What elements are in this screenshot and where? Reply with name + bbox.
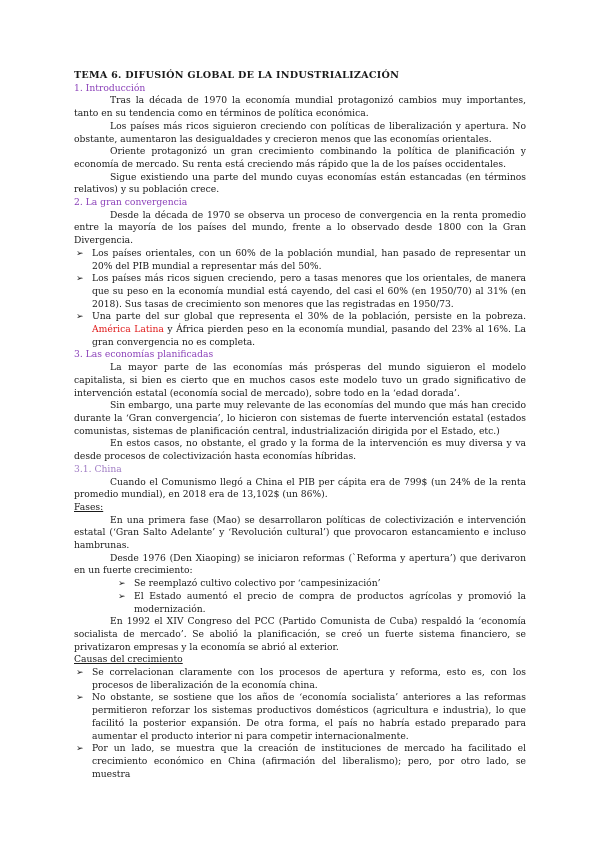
sub-bullet-item — [74, 578, 526, 591]
document-body — [74, 70, 526, 781]
bullet-text: Los países más ricos siguen creciendo, pero a tasas menores que los orientales, de manera que su peso en la economía mundial está cayendo, del casi el 60% (en 1950/70) al 31% (en 2018). Sus tasas de crecimiento son menores que las registradas en 1950/73. — [92, 273, 526, 310]
sub-bullet-item — [74, 591, 526, 616]
bullet-item — [74, 743, 526, 781]
bullet-text: No obstante, se sostiene que los años de ‘economía socialista’ anteriores a las reformas permitieron reforzar los sistemas productivos domésticos (agricultura e industria), lo que facilitó la posterior expansión. De otra forma, el país no habría estado preparado para aumentar el producto interior ni para competir internacionalmente. — [92, 692, 526, 742]
bullet-item — [74, 273, 526, 311]
arrow-bullet-icon: ➢ — [76, 667, 84, 679]
paragraph: Desde la década de 1970 se observa un proceso de convergencia en la renta promedio entre la mayoría de los países del mundo, frente a lo observado desde 1800 con la Gran Divergencia. — [74, 209, 526, 247]
subsection-heading-china: 3.1. China — [74, 463, 122, 475]
bullet-item — [74, 248, 526, 273]
section-heading-introduccion: 1. Introducción — [74, 82, 146, 94]
bullet-item — [74, 692, 526, 743]
arrow-bullet-icon: ➢ — [76, 311, 84, 323]
arrow-bullet-icon: ➢ — [76, 273, 84, 285]
fases-label: Fases: — [74, 501, 104, 513]
arrow-bullet-icon: ➢ — [76, 247, 84, 259]
bullet-text: Los países orientales, con un 60% de la población mundial, han pasado de representar un 20% del PIB mundial a representar más del 50%. — [92, 247, 526, 272]
bullet-text-part: Una parte del sur global que representa el 30% de la población, persiste en la pobreza. — [92, 311, 526, 323]
paragraph: En 1992 el XIV Congreso del PCC (Partido Comunista de Cuba) respaldó la ‘economía socialista de mercado’. Se abolió la planificación, se creó un fuerte sistema financiero, se privatizaron empresas y la economía se abrió al exterior. — [74, 616, 526, 653]
arrow-bullet-icon: ➢ — [76, 692, 84, 704]
paragraph: En una primera fase (Mao) se desarrollaron políticas de colectivización e intervención estatal (‘Gran Salto Adelante’ y ‘Revolución cultural’) que provocaron estancamiento e incluso hambrunas. — [74, 514, 526, 552]
bullet-item — [74, 667, 526, 692]
paragraph: La mayor parte de las economías más prósperas del mundo siguieron el modelo capitalista, si bien es cierto que en muchos casos este modelo tuvo un grado significativo de intervención estatal (economía social de mercado), sobre todo en la ‘edad dorada’. — [74, 362, 526, 399]
arrow-bullet-icon: ➢ — [76, 743, 84, 755]
paragraph: Oriente protagonizó un gran crecimiento combinando la política de planificación y economía de mercado. Su renta está creciendo más rápido que la de los países occidentales. — [74, 146, 526, 170]
paragraph: Tras la década de 1970 la economía mundial protagonizó cambios muy importantes, tanto en su tendencia como en términos de política económica. — [74, 95, 526, 120]
section-heading-gran-convergencia: 2. La gran convergencia — [74, 197, 188, 209]
bullet-text: Se reemplazó cultivo colectivo por ‘campesinización’ — [134, 578, 381, 590]
paragraph: En estos casos, no obstante, el grado y la forma de la intervención es muy diversa y va desde procesos de colectivización hasta economías híbridas. — [74, 438, 526, 463]
section-heading-economias-planificadas: 3. Las economías planificadas — [74, 349, 214, 361]
arrow-bullet-icon: ➢ — [118, 590, 126, 602]
bullet-text: El Estado aumentó el precio de compra de productos agrícolas y promovió la modernización. — [134, 590, 526, 615]
bullet-text-part: y África pierden peso en la economía mundial, pasando del 23% al 16%. La gran convergencia no es completa. — [92, 324, 526, 348]
arrow-bullet-icon: ➢ — [118, 578, 126, 590]
bullet-text — [92, 311, 526, 349]
bullet-text: Por un lado, se muestra que la creación de instituciones de mercado ha facilitado el crecimiento económico en China (afirmación del liberalismo); pero, por otro lado, se muestra — [92, 743, 526, 780]
page-title: TEMA 6. DIFUSIÓN GLOBAL DE LA INDUSTRIALIZACIÓN — [74, 70, 400, 81]
paragraph: Sin embargo, una parte muy relevante de las economías del mundo que más han crecido durante la ‘Gran convergencia’, lo hicieron con sistemas de fuerte intervención estatal (estados comunistas, sistemas de planificación central, industrialización dirigida por el Estado, etc.) — [74, 400, 526, 437]
highlight-america-latina: América Latina — [92, 324, 164, 336]
bullet-item — [74, 311, 526, 349]
causas-label: Causas del crecimiento — [74, 654, 183, 666]
paragraph: Desde 1976 (Den Xiaoping) se iniciaron reformas (`Reforma y apertura’) que derivaron en un fuerte crecimiento: — [74, 552, 526, 577]
paragraph: Los países más ricos siguieron creciendo con políticas de liberalización y apertura. No obstante, aumentaron las desigualdades y crecieron menos que las economías orientales. — [74, 120, 526, 145]
paragraph: Sigue existiendo una parte del mundo cuyas economías están estancadas (en términos relativos) y su población crece. — [74, 171, 526, 196]
paragraph: Cuando el Comunismo llegó a China el PIB per cápita era de 799$ (un 24% de la renta promedio mundial), en 2018 era de 13,102$ (un 86%). — [74, 476, 526, 501]
bullet-text: Se correlacionan claramente con los procesos de apertura y reforma, esto es, con los procesos de liberalización de la economía china. — [92, 667, 526, 691]
